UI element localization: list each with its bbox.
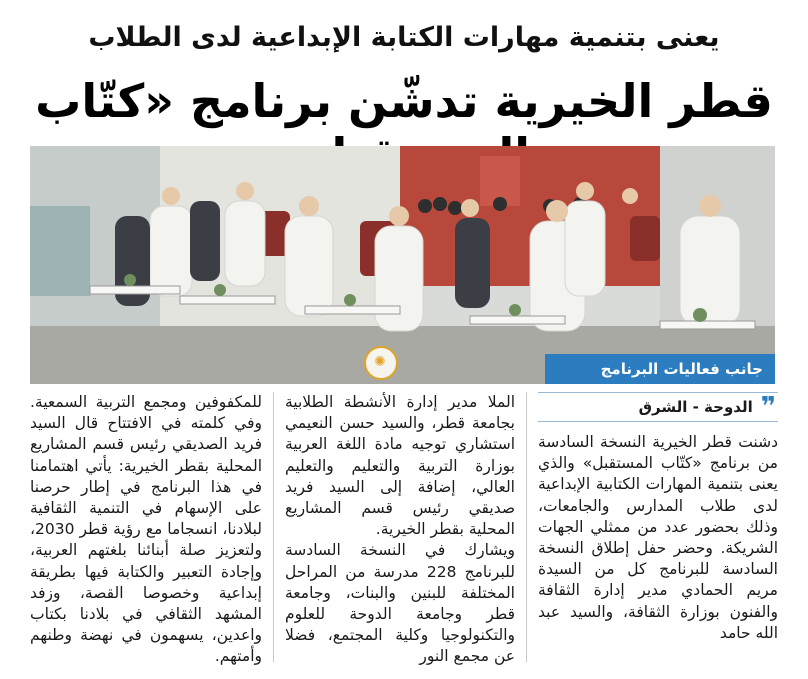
article-kicker: يعنى بتنمية مهارات الكتابة الإبداعية لدى الطلاب [88,22,720,53]
article-column-left [30,392,262,668]
event-photo [30,146,775,384]
article-paragraph: ويشارك في النسخة السادسة للبرنامج 228 مدرسة من المراحل المختلفة للبنين والبنات، وجامعة قطر وجامعة الدوحة للعلوم والتكنولوجيا وكلية المجتمع، فضلا عن مجمع النور [285,541,515,666]
photo-caption: جانب فعاليات البرنامج [545,354,775,384]
article-paragraph: الملا مدير إدارة الأنشطة الطلابية بجامعة قطر، والسيد حسن النعيمي استشاري توجيه مادة اللغة العربية بوزارة التربية والتعليم والتعليم العالي، إضافة إلى السيد فريد صديقي رئيس قسم المشاريع المحلية بقطر الخيرية. [285,393,515,539]
article-column-right [538,432,778,644]
column-divider [526,392,527,662]
article-headline: قطر الخيرية تدشّن برنامج «كتّاب [35,74,773,128]
article-paragraph: للمكفوفين ومجمع التربية السمعية. وفي كلمته في الافتتاح قال السيد فريد الصديقي رئيس قسم المشاريع المحلية بقطر الخيرية: يأتي اهتمامنا في هذا البرنامج في إطار حرصنا على الإسهام في التنمية الثقافية لبلادنا، انسجاما مع رؤية قطر 2030، ولتعزيز صلة أبنائنا بلغتهم العربية، وإجادة التعبير والكتابة فيها بطريقة إبداعية وخصوصا القصة، وزفد المشهد الثقافي في بلادنا بكتاب واعدين، يسهمون في نهضة وطنهم وأمتهم. [30,393,262,666]
column-divider [273,392,274,662]
dateline [538,392,778,422]
dateline-text: الدوحة - الشرق [638,398,753,416]
quote-icon: ❞ [760,392,776,422]
program-logo-icon: ✺ [364,346,398,380]
article-column-middle [285,392,515,668]
article-paragraph: دشنت قطر الخيرية النسخة السادسة من برنامج «كتّاب المستقبل» والذي يعنى بتنمية المهارات الكتابية الإبداعية لدى طلاب المدارس والجامعات، وذلك بحضور عدد من ممثلي الجهات الشريكة. وحضر حفل إطلاق النسخة السادسة للبرنامج كل من السيدة مريم الحمادي مدير إدارة الثقافة والفنون بوزارة الثقافة، والسيد عبد الله حامد [538,433,778,642]
